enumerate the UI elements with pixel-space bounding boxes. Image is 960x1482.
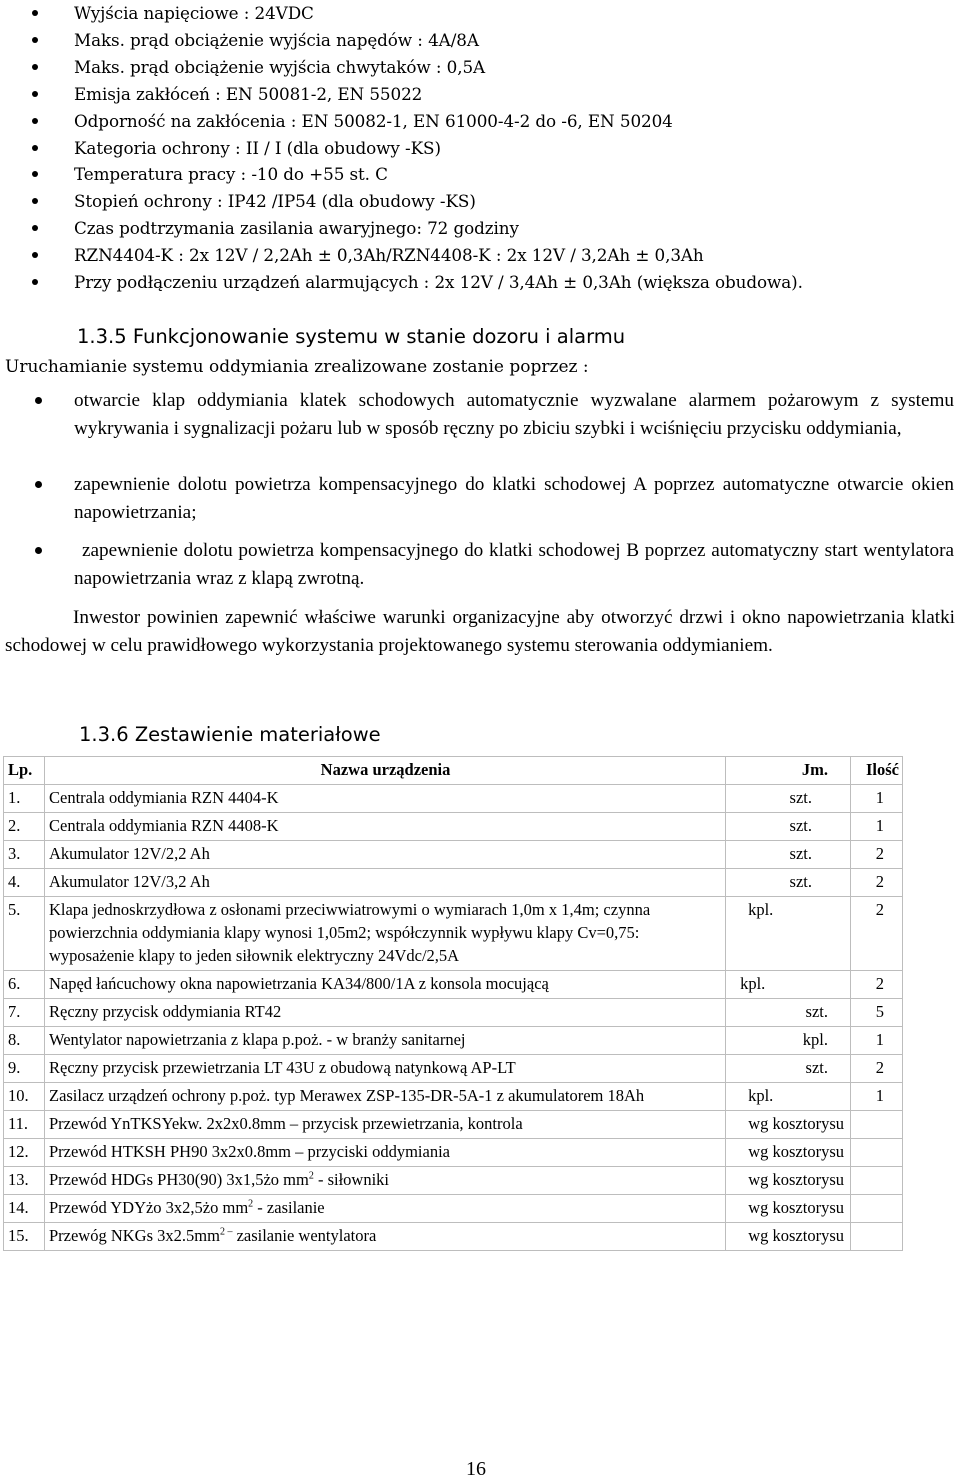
cell-jm: szt.: [726, 813, 851, 841]
cell-lp: 9.: [4, 1055, 45, 1083]
spec-bullet-item: Wyjścia napięciowe : 24VDC: [74, 0, 314, 26]
cell-name: Przewód YDYżo 3x2,5żo $mm^2$ - zasilanie: [44, 1195, 725, 1223]
cell-lp: 8.: [4, 1027, 45, 1055]
cell-jm: wg kosztorysu: [726, 1223, 851, 1251]
cell-name: Ręczny przycisk oddymiania RT42: [44, 999, 725, 1027]
cell-qty: 1: [851, 1027, 903, 1055]
cell-jm: wg kosztorysu: [726, 1167, 851, 1195]
list-item-klatka-b: zapewnienie dolotu powietrza kompensacyjnego do klatki schodowej B poprzez automatyczny start wentylatora napowietrzania wraz z klapą zwrotną.: [74, 540, 954, 589]
spec-bullet-item: Emisja zakłóceń : EN 50081-2, EN 55022: [74, 81, 422, 107]
spec-bullet-item: Maks. prąd obciążenie wyjścia chwytaków : 0,5A: [74, 54, 485, 80]
cell-lp: 4.: [4, 869, 45, 897]
bullet-dot: [35, 547, 42, 554]
cell-qty: 2: [851, 1055, 903, 1083]
cell-jm: kpl.: [726, 971, 851, 999]
cell-jm: kpl.: [726, 897, 851, 971]
cell-qty: 1: [851, 785, 903, 813]
cell-qty: 2: [851, 897, 903, 971]
cell-name: Wentylator napowietrzania z klapa p.poż. - w branży sanitarnej: [44, 1027, 725, 1055]
table-row: [4, 1167, 903, 1195]
cell-lp: 15.: [4, 1223, 45, 1251]
cell-name: Centrala oddymiania RZN 4408-K: [44, 813, 725, 841]
cell-lp: 14.: [4, 1195, 45, 1223]
cell-qty: 5: [851, 999, 903, 1027]
spec-bullet-item: Temperatura pracy : -10 do +55 st. C: [74, 161, 388, 187]
list-item-klapy: otwarcie klap oddymiania klatek schodowych automatycznie wyzwalane alarmem pożarowym z systemu wykrywania i sygnalizacji pożaru lub w sposób ręczny po zbiciu szybki i wciśnięciu przycisku oddymiania,: [74, 390, 954, 439]
cell-jm: kpl.: [726, 1083, 851, 1111]
cell-name: Przewód HDGs PH30(90) 3x1,5żo $mm^2$ - siłowniki: [44, 1167, 725, 1195]
cell-name: Akumulator 12V/2,2 Ah: [44, 841, 725, 869]
header-ilosc: Ilość: [851, 757, 903, 785]
header-lp: Lp.: [4, 757, 45, 785]
table-body: [4, 785, 903, 1251]
table-row: [4, 1083, 903, 1111]
cell-jm: szt.: [726, 1055, 851, 1083]
cell-jm: wg kosztorysu: [726, 1139, 851, 1167]
table-row: [4, 785, 903, 813]
spec-bullet-item: Stopień ochrony : IP42 /IP54 (dla obudowy -KS): [74, 188, 476, 214]
spec-bullet-item: Odporność na zakłócenia : EN 50082-1, EN 61000-4-2 do -6, EN 50204: [74, 108, 673, 134]
section-heading-1-3-6: 1.3.6 Zestawienie materiałowe: [79, 723, 381, 746]
header-jm: Jm.: [726, 757, 851, 785]
cell-qty: [851, 1139, 903, 1167]
cell-lp: 6.: [4, 971, 45, 999]
cell-jm: wg kosztorysu: [726, 1195, 851, 1223]
cell-qty: 1: [851, 1083, 903, 1111]
section-heading-1-3-5: 1.3.5 Funkcjonowanie systemu w stanie dozoru i alarmu: [77, 325, 626, 348]
investor-paragraph: Inwestor powinien zapewnić właściwe warunki organizacyjne aby otworzyć drzwi i okno napowietrzania klatki schodowej w celu prawidłowego wykorzystania projektowanego systemu sterowania oddymianiem.: [5, 607, 955, 656]
cell-jm: kpl.: [726, 1027, 851, 1055]
table-row: [4, 1111, 903, 1139]
list-item-klatka-a: zapewnienie dolotu powietrza kompensacyjnego do klatki schodowej A poprzez automatyczne otwarcie okien napowietrzania;: [74, 474, 954, 523]
cell-name: Przewód YnTKSYekw. 2x2x0.8mm – przycisk przewietrzania, kontrola: [44, 1111, 725, 1139]
table-header-row: [4, 757, 903, 785]
cell-qty: 2: [851, 869, 903, 897]
cell-lp: 1.: [4, 785, 45, 813]
cell-name: Centrala oddymiania RZN 4404-K: [44, 785, 725, 813]
cell-name: Przewód HTKSH PH90 3x2x0.8mm – przyciski oddymiania: [44, 1139, 725, 1167]
cell-jm: wg kosztorysu: [726, 1111, 851, 1139]
spec-bullet-item: Kategoria ochrony : II / I (dla obudowy -KS): [74, 135, 441, 161]
table-row: [4, 971, 903, 999]
table-row: [4, 813, 903, 841]
cell-qty: [851, 1167, 903, 1195]
cell-qty: [851, 1111, 903, 1139]
table-row: [4, 897, 903, 971]
cell-lp: 13.: [4, 1167, 45, 1195]
bullet-dot: [35, 481, 42, 488]
cell-lp: 5.: [4, 897, 45, 971]
cell-jm: szt.: [726, 999, 851, 1027]
cell-qty: [851, 1223, 903, 1251]
cell-jm: szt.: [726, 869, 851, 897]
cell-qty: 2: [851, 971, 903, 999]
cell-name: Ręczny przycisk przewietrzania LT 43U z obudową natynkową AP-LT: [44, 1055, 725, 1083]
cell-lp: 10.: [4, 1083, 45, 1111]
materials-table: [3, 756, 903, 1251]
cell-lp: 7.: [4, 999, 45, 1027]
table-row: [4, 1027, 903, 1055]
spec-bullet-item: Przy podłączeniu urządzeń alarmujących : 2x 12V / 3,4Ah ± 0,3Ah (większa obudowa).: [74, 269, 803, 295]
spec-bullet-item: RZN4404-K : 2x 12V / 2,2Ah ± 0,3Ah/RZN4408-K : 2x 12V / 3,2Ah ± 0,3Ah: [74, 242, 704, 268]
cell-name: Klapa jednoskrzydłowa z osłonami przeciwwiatrowymi o wymiarach 1,0m x 1,4m; czynna powierzchnia oddymiania klapy wynosi 1,05m2; współczynnik wypływu klapy Cv=0,75: wyposażenie klapy to jeden siłownik elektryczny 24Vdc/2,5A: [44, 897, 725, 971]
cell-qty: 1: [851, 813, 903, 841]
cell-jm: szt.: [726, 841, 851, 869]
cell-qty: [851, 1195, 903, 1223]
header-nazwa: Nazwa urządzenia: [44, 757, 725, 785]
cell-lp: 12.: [4, 1139, 45, 1167]
cell-qty: 2: [851, 841, 903, 869]
bullet-dot: [35, 397, 42, 404]
table-row: [4, 1223, 903, 1251]
cell-lp: 3.: [4, 841, 45, 869]
cell-lp: 11.: [4, 1111, 45, 1139]
table-row: [4, 869, 903, 897]
table-row: [4, 1195, 903, 1223]
cell-name: Zasilacz urządzeń ochrony p.poż. typ Merawex ZSP-135-DR-5A-1 z akumulatorem 18Ah: [44, 1083, 725, 1111]
table-row: [4, 999, 903, 1027]
intro-text: Uruchamianie systemu oddymiania zrealizowane zostanie poprzez :: [5, 357, 589, 377]
table-row: [4, 841, 903, 869]
spec-bullet-item: Czas podtrzymania zasilania awaryjnego: 72 godziny: [74, 215, 519, 241]
table-row: [4, 1055, 903, 1083]
cell-name: Przewóg NKGs $3x2.5mm^{2 -}$ zasilanie wentylatora: [44, 1223, 725, 1251]
cell-jm: szt.: [726, 785, 851, 813]
spec-bullet-item: Maks. prąd obciążenie wyjścia napędów : 4A/8A: [74, 27, 479, 53]
cell-name: Akumulator 12V/3,2 Ah: [44, 869, 725, 897]
cell-name: Napęd łańcuchowy okna napowietrzania KA34/800/1A z konsola mocującą: [44, 971, 725, 999]
cell-lp: 2.: [4, 813, 45, 841]
page-number: 16: [466, 1458, 486, 1480]
table-row: [4, 1139, 903, 1167]
